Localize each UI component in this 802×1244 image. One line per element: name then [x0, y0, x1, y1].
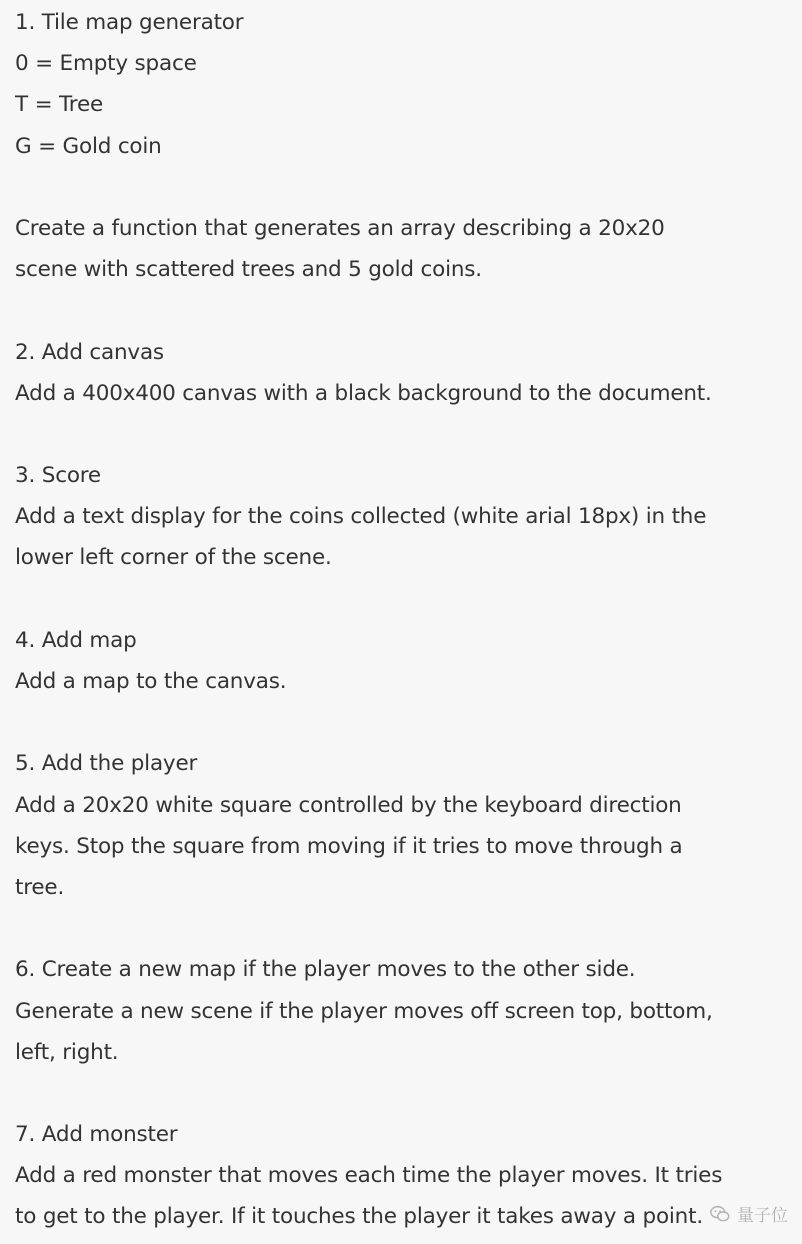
paragraph-gap: [15, 702, 801, 743]
paragraph-line: Add a 400x400 canvas with a black background to the document.: [15, 380, 712, 406]
watermark-text: 量子位: [737, 1206, 788, 1226]
paragraph-line: to get to the player. If it touches the player it takes away a point.: [15, 1204, 703, 1230]
legend-line: 0 = Empty space: [15, 51, 197, 77]
paragraph-line: lower left corner of the scene.: [15, 545, 332, 571]
paragraph-line: Add a red monster that moves each time the player moves. It tries: [15, 1163, 723, 1189]
section-add-canvas: [15, 332, 801, 414]
section-tile-map-generator: [15, 2, 801, 167]
heading: 2. Add canvas: [15, 339, 164, 365]
paragraph-line: Add a text display for the coins collected (white arial 18px) in the: [15, 504, 707, 530]
paragraph-gap: [15, 290, 801, 331]
paragraph-line: left, right.: [15, 1039, 119, 1065]
paragraph-line: scene with scattered trees and 5 gold coins.: [15, 257, 482, 283]
section-add-player: [15, 743, 801, 908]
document-body: [15, 2, 801, 1238]
heading: 4. Add map: [15, 627, 137, 653]
wechat-icon: [709, 1203, 731, 1225]
paragraph-line: keys. Stop the square from moving if it tries to move through a: [15, 833, 683, 859]
heading: 7. Add monster: [15, 1122, 178, 1148]
section-add-monster: [15, 1114, 801, 1238]
paragraph-line: tree.: [15, 874, 65, 900]
paragraph-gap: [15, 908, 801, 949]
heading: 6. Create a new map if the player moves to the other side.: [15, 957, 636, 983]
paragraph-line: Create a function that generates an array describing a 20x20: [15, 215, 665, 241]
paragraph-line: Generate a new scene if the player moves off screen top, bottom,: [15, 998, 713, 1024]
paragraph-gap: [15, 1073, 801, 1114]
paragraph-gap: [15, 579, 801, 620]
paragraph-gap: [15, 167, 801, 208]
watermark: [709, 1201, 788, 1226]
section-add-map: [15, 620, 801, 702]
heading: 5. Add the player: [15, 751, 198, 777]
legend-line: G = Gold coin: [15, 133, 162, 159]
paragraph-line: Add a map to the canvas.: [15, 669, 287, 694]
section-score: [15, 455, 801, 579]
legend-line: T = Tree: [15, 92, 104, 118]
paragraph-line: Add a 20x20 white square controlled by the keyboard direction: [15, 792, 682, 818]
paragraph-gap: [15, 414, 801, 455]
section-tile-map-description: [15, 208, 801, 290]
heading: 3. Score: [15, 463, 101, 489]
heading: 1. Tile map generator: [15, 10, 244, 35]
section-new-map: [15, 949, 801, 1073]
